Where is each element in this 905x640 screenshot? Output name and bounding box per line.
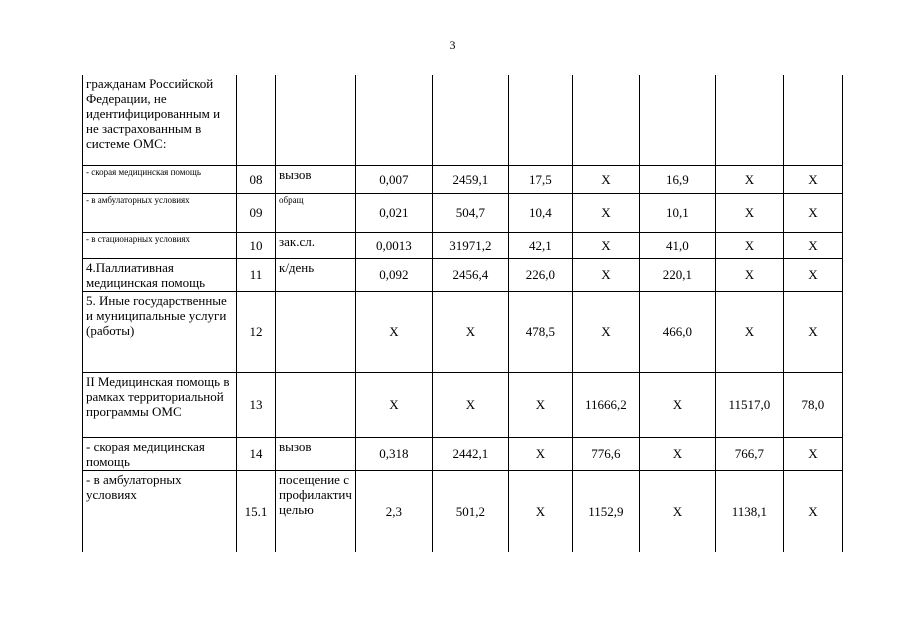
cell: X	[639, 437, 715, 470]
cell: 220,1	[639, 258, 715, 291]
row-unit	[276, 75, 356, 165]
cell: X	[432, 291, 508, 372]
table-row	[83, 165, 843, 193]
row-code: 13	[237, 372, 276, 437]
row-code: 08	[237, 165, 276, 193]
cell: X	[572, 232, 639, 258]
cell: X	[715, 165, 783, 193]
cell: 0,092	[355, 258, 432, 291]
row-name: гражданам Российской Федерации, не идентифицированным и не застрахованным в системе ОМС:	[83, 75, 237, 165]
cell: X	[572, 193, 639, 232]
table-row	[83, 258, 843, 291]
cell: 226,0	[508, 258, 572, 291]
cell: X	[783, 232, 842, 258]
cell: 776,6	[572, 437, 639, 470]
cell: 2,3	[355, 470, 432, 552]
row-code: 15.1	[237, 470, 276, 552]
cell: 504,7	[432, 193, 508, 232]
cell: X	[715, 258, 783, 291]
cell: X	[783, 193, 842, 232]
row-code: 10	[237, 232, 276, 258]
cell: X	[783, 291, 842, 372]
cell: X	[572, 291, 639, 372]
cell	[639, 75, 715, 165]
row-code	[237, 75, 276, 165]
cell: X	[572, 165, 639, 193]
cell	[783, 75, 842, 165]
row-unit: зак.сл.	[276, 232, 356, 258]
cell: 10,4	[508, 193, 572, 232]
cell: 2442,1	[432, 437, 508, 470]
row-unit: вызов	[276, 437, 356, 470]
data-table	[82, 75, 843, 552]
table-row	[83, 372, 843, 437]
cell: X	[715, 291, 783, 372]
cell	[432, 75, 508, 165]
cell: 42,1	[508, 232, 572, 258]
cell: X	[639, 372, 715, 437]
cell	[715, 75, 783, 165]
row-name: 5. Иные государственные и муниципальные услуги (работы)	[83, 291, 237, 372]
row-code: 14	[237, 437, 276, 470]
cell: 31971,2	[432, 232, 508, 258]
row-unit: обращ	[276, 193, 356, 232]
row-unit: к/день	[276, 258, 356, 291]
row-name: - скорая медицинская помощь	[83, 165, 237, 193]
cell: 1152,9	[572, 470, 639, 552]
cell: X	[432, 372, 508, 437]
cell: X	[783, 437, 842, 470]
row-unit	[276, 291, 356, 372]
row-name: - в стационарных условиях	[83, 232, 237, 258]
row-name: - скорая медицинская помощь	[83, 437, 237, 470]
cell: 16,9	[639, 165, 715, 193]
cell: X	[508, 372, 572, 437]
cell: 11517,0	[715, 372, 783, 437]
cell: 1138,1	[715, 470, 783, 552]
table-row	[83, 75, 843, 165]
cell: X	[355, 291, 432, 372]
cell: 466,0	[639, 291, 715, 372]
page-number: 3	[449, 38, 456, 52]
row-code: 11	[237, 258, 276, 291]
row-code: 12	[237, 291, 276, 372]
cell	[355, 75, 432, 165]
cell: 17,5	[508, 165, 572, 193]
cell: X	[508, 470, 572, 552]
cell	[572, 75, 639, 165]
cell: X	[715, 193, 783, 232]
table-row	[83, 193, 843, 232]
cell: 78,0	[783, 372, 842, 437]
table-row	[83, 232, 843, 258]
row-name: - в амбулаторных условиях	[83, 193, 237, 232]
cell: 10,1	[639, 193, 715, 232]
cell: X	[783, 165, 842, 193]
cell: X	[715, 232, 783, 258]
cell: 11666,2	[572, 372, 639, 437]
row-code: 09	[237, 193, 276, 232]
cell: 478,5	[508, 291, 572, 372]
cell: 766,7	[715, 437, 783, 470]
cell: 0,021	[355, 193, 432, 232]
row-unit: вызов	[276, 165, 356, 193]
cell: 0,0013	[355, 232, 432, 258]
cell: X	[783, 470, 842, 552]
cell: X	[508, 437, 572, 470]
cell: 501,2	[432, 470, 508, 552]
cell: 2456,4	[432, 258, 508, 291]
cell: X	[639, 470, 715, 552]
cell: X	[572, 258, 639, 291]
cell: 0,318	[355, 437, 432, 470]
table-row	[83, 291, 843, 372]
cell: X	[355, 372, 432, 437]
row-name: II Медицинская помощь в рамках территориальной программы ОМС	[83, 372, 237, 437]
cell: X	[783, 258, 842, 291]
row-name: - в амбулаторных условиях	[83, 470, 237, 552]
cell: 0,007	[355, 165, 432, 193]
table-row	[83, 437, 843, 470]
cell: 2459,1	[432, 165, 508, 193]
row-name: 4.Паллиативная медицинская помощь	[83, 258, 237, 291]
cell: 41,0	[639, 232, 715, 258]
cell	[508, 75, 572, 165]
table-row	[83, 470, 843, 552]
row-unit	[276, 372, 356, 437]
row-unit: посещение с профилактич целью	[276, 470, 356, 552]
